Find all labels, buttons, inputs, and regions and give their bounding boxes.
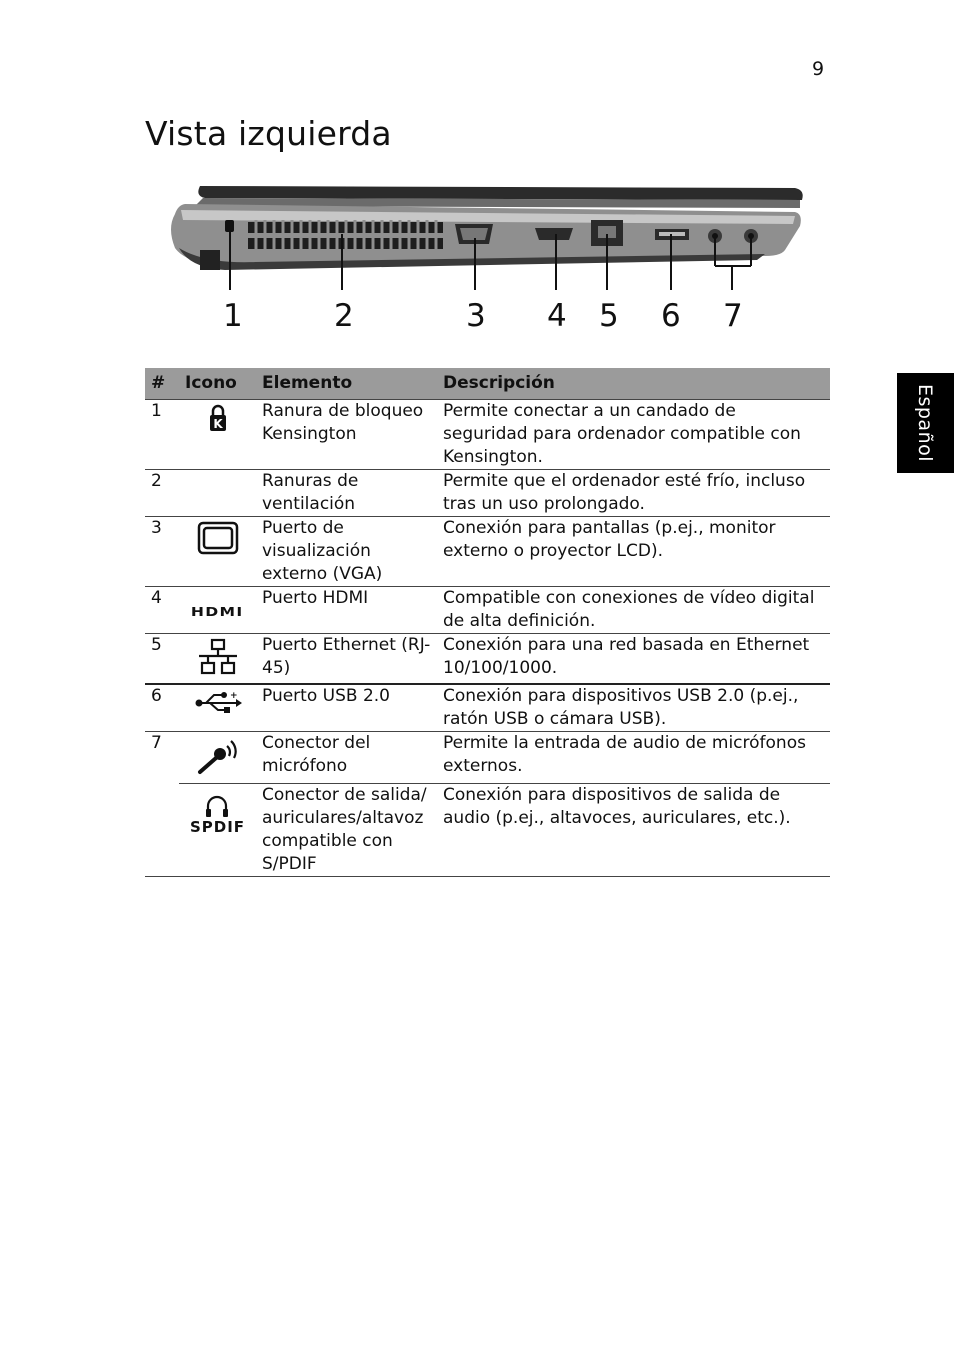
row-element: Ranuras de ventilación bbox=[256, 470, 437, 517]
table-row bbox=[145, 517, 830, 587]
table-header-row bbox=[145, 368, 830, 400]
usb-icon bbox=[194, 689, 242, 715]
page-number: 9 bbox=[812, 58, 825, 80]
callout-2: 2 bbox=[334, 298, 354, 334]
kensington-lock-icon bbox=[208, 404, 228, 432]
svg-text:K: K bbox=[212, 417, 223, 431]
laptop-foot bbox=[200, 250, 220, 270]
table-row bbox=[145, 470, 830, 517]
svg-text:+: + bbox=[229, 691, 238, 701]
header-icon: Icono bbox=[179, 368, 256, 400]
row-element: Puerto HDMI bbox=[256, 587, 437, 634]
row-icon bbox=[179, 400, 256, 470]
ethernet-network-icon bbox=[197, 638, 239, 676]
page-title: Vista izquierda bbox=[145, 114, 392, 153]
table-row bbox=[145, 784, 830, 877]
row-icon bbox=[179, 784, 256, 877]
row-num: 7 bbox=[145, 732, 179, 877]
table-row bbox=[145, 634, 830, 685]
headphone-spdif-icon bbox=[190, 794, 245, 836]
hdmi-icon: HDMI bbox=[191, 605, 244, 619]
table-row bbox=[145, 587, 830, 634]
callout-7: 7 bbox=[723, 298, 743, 334]
row-icon bbox=[179, 587, 256, 634]
microphone-icon bbox=[196, 736, 240, 776]
row-icon bbox=[179, 684, 256, 732]
row-element: Conector de salida/ auriculares/altavoz compatible con S/PDIF bbox=[256, 784, 437, 877]
row-element: Puerto USB 2.0 bbox=[256, 684, 437, 732]
row-description: Compatible con conexiones de vídeo digital de alta definición. bbox=[437, 587, 830, 634]
row-num: 3 bbox=[145, 517, 179, 587]
row-description: Conexión para dispositivos USB 2.0 (p.ej., ratón USB o cámara USB). bbox=[437, 684, 830, 732]
row-description: Conexión para una red basada en Ethernet 10/100/1000. bbox=[437, 634, 830, 685]
row-icon bbox=[179, 634, 256, 685]
row-num: 1 bbox=[145, 400, 179, 470]
laptop-left-view-figure bbox=[145, 178, 830, 348]
vent-grille-lines bbox=[256, 220, 436, 251]
callout-3: 3 bbox=[466, 298, 486, 334]
table-row bbox=[145, 684, 830, 732]
row-icon bbox=[179, 470, 256, 517]
hdmi-port bbox=[535, 228, 573, 240]
row-description: Permite conectar a un candado de seguridad para ordenador compatible con Kensington. bbox=[437, 400, 830, 470]
callout-1: 1 bbox=[223, 298, 243, 334]
row-description: Conexión para pantallas (p.ej., monitor externo o proyector LCD). bbox=[437, 517, 830, 587]
row-num: 6 bbox=[145, 684, 179, 732]
header-num: # bbox=[145, 368, 179, 400]
language-side-tab-label: Español bbox=[914, 383, 937, 463]
vga-display-icon bbox=[197, 521, 239, 555]
row-num: 4 bbox=[145, 587, 179, 634]
table-row bbox=[145, 732, 830, 784]
row-num: 5 bbox=[145, 634, 179, 685]
row-element: Puerto de visualización externo (VGA) bbox=[256, 517, 437, 587]
callout-6: 6 bbox=[661, 298, 681, 334]
row-icon bbox=[179, 732, 256, 784]
row-num: 2 bbox=[145, 470, 179, 517]
headphone-icon bbox=[204, 794, 230, 818]
row-element: Puerto Ethernet (RJ-45) bbox=[256, 634, 437, 685]
table-row bbox=[145, 400, 830, 470]
laptop-lid bbox=[198, 186, 802, 200]
row-description: Conexión para dispositivos de salida de audio (p.ej., altavoces, auriculares, etc.). bbox=[437, 784, 830, 877]
language-side-tab bbox=[897, 373, 954, 473]
ports-table bbox=[145, 368, 830, 877]
callout-4: 4 bbox=[547, 298, 567, 334]
header-element: Elemento bbox=[256, 368, 437, 400]
row-description: Permite la entrada de audio de micrófonos externos. bbox=[437, 732, 830, 784]
header-description: Descripción bbox=[437, 368, 830, 400]
row-icon bbox=[179, 517, 256, 587]
spdif-label: SPDIF bbox=[189, 818, 246, 836]
callout-5: 5 bbox=[599, 298, 619, 334]
row-element: Conector del micrófono bbox=[256, 732, 437, 784]
laptop-left-side-illustration bbox=[145, 178, 830, 348]
row-element: Ranura de bloqueo Kensington bbox=[256, 400, 437, 470]
row-description: Permite que el ordenador esté frío, incluso tras un uso prolongado. bbox=[437, 470, 830, 517]
